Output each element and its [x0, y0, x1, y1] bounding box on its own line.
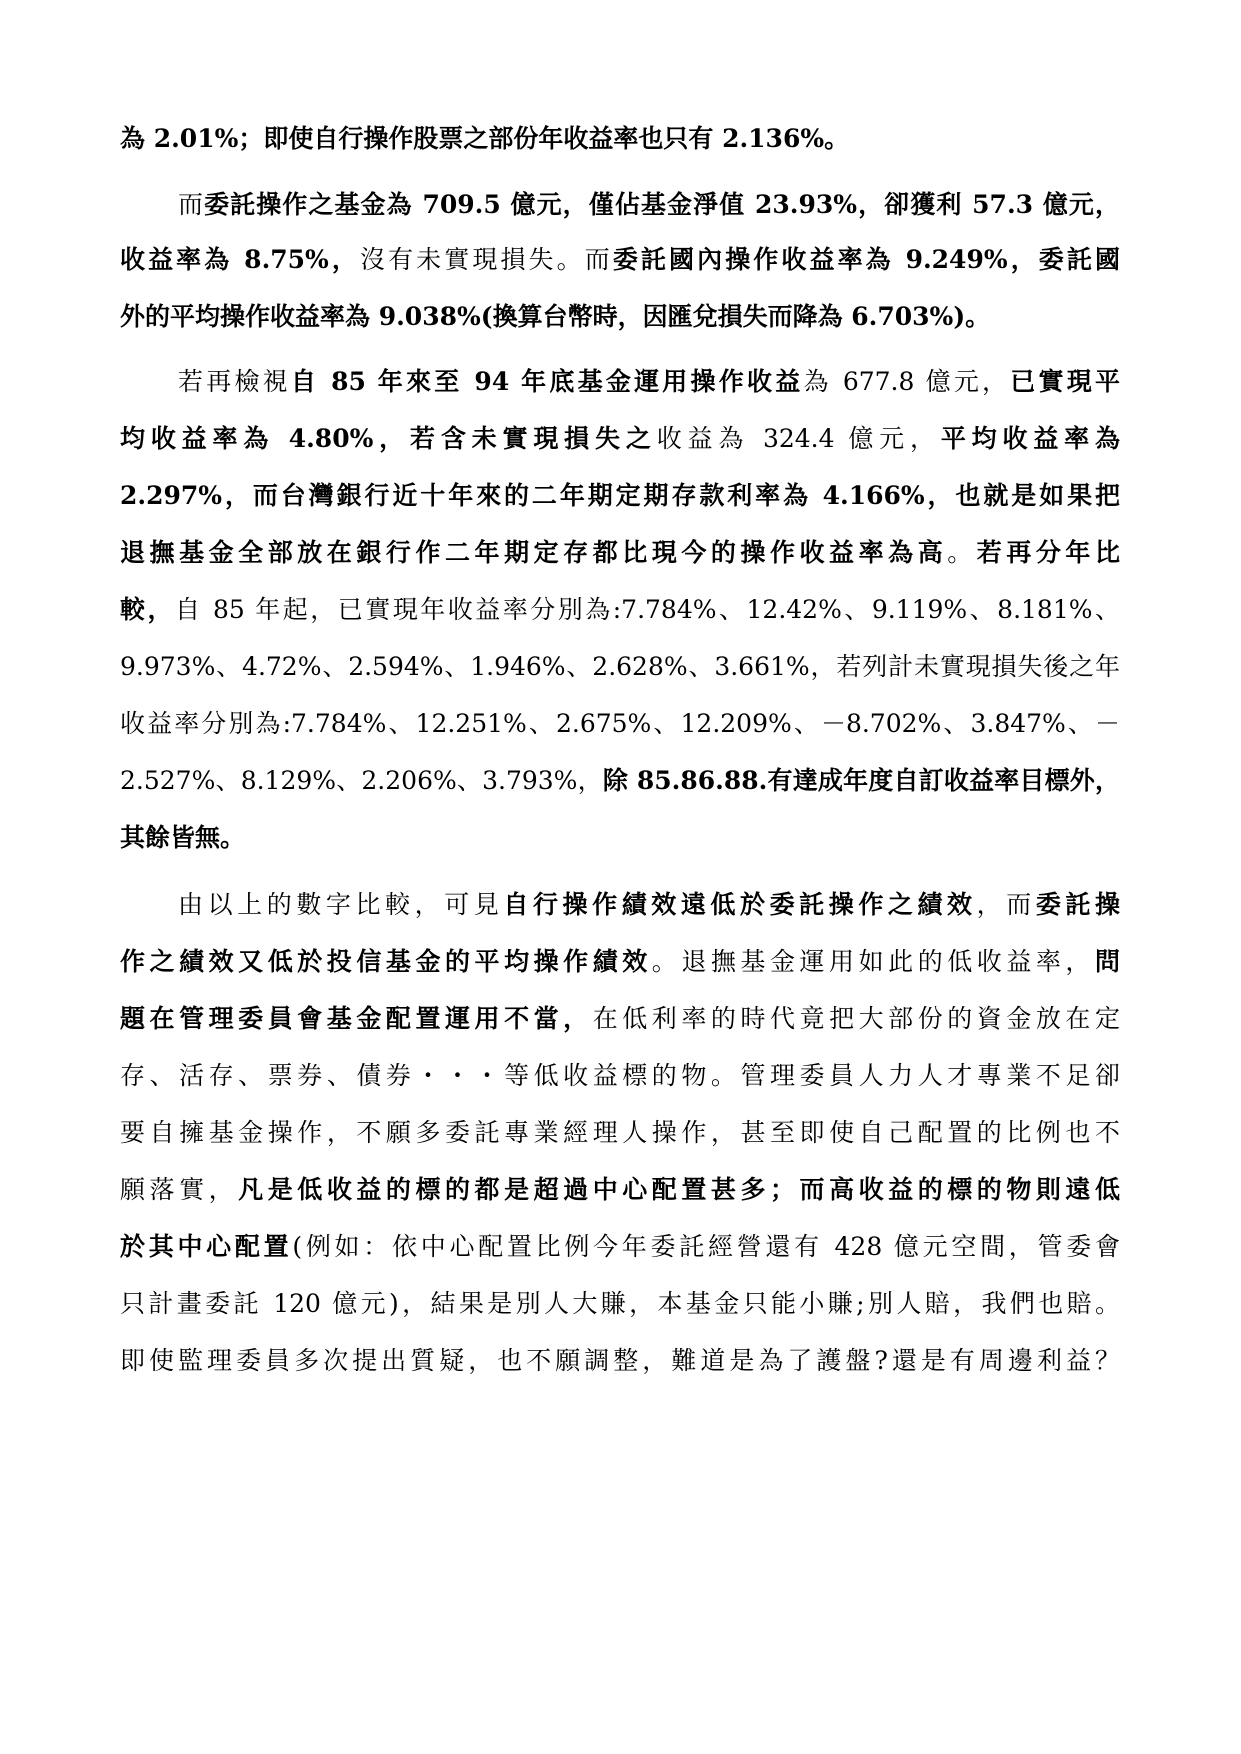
text-line [178, 188, 1120, 222]
bold-text-segment: 退撫基金全部放在銀行作二年期定存都比現今的操作收益率為高 [120, 538, 948, 567]
text-segment: 自 85 年起，已實現年收益率分別為:7.784%、12.42%、9.119%、8.181%、 [175, 595, 1120, 624]
text-line [120, 945, 1120, 979]
text-line [120, 764, 1120, 798]
text-line [120, 122, 1120, 156]
text-line [120, 1059, 1120, 1093]
bold-text-segment: 其餘皆無。 [120, 823, 246, 852]
text-segment: 由以上的數字比較，可見 [178, 890, 504, 919]
text-segment: 收益率分別為:7.784%、12.251%、2.675%、12.209%、－8.702%、3.847%、－ [120, 709, 1120, 738]
bold-text-segment: 作之績效又低於投信基金的平均操作績效 [120, 947, 652, 976]
text-line [120, 422, 1120, 456]
bold-text-segment: 自 85 年來至 94 年底基金運用操作收益 [290, 367, 804, 396]
bold-text-segment: 除 85.86.88.有達成年度自訂收益率目標外， [602, 766, 1120, 795]
text-segment: 只計畫委託 120 億元)，結果是別人大賺，本基金只能小賺;別人賠，我們也賠。 [120, 1289, 1120, 1318]
text-segment: (例如：依中心配置比例今年委託經營還有 428 億元空間，管委會 [292, 1232, 1120, 1261]
text-line [120, 1002, 1120, 1036]
text-line [120, 300, 1120, 334]
text-segment: 在低利率的時代竟把大部份的資金放在定 [592, 1004, 1120, 1033]
text-line [120, 593, 1120, 627]
text-line [120, 1344, 1120, 1378]
bold-text-segment: 自行操作績效遠低於委託操作之績效 [503, 890, 977, 919]
text-line [120, 707, 1120, 741]
bold-text-segment: 均收益率為 4.80%，若含未實現損失之 [120, 424, 657, 453]
text-segment: 為 677.8 億元， [803, 367, 1011, 396]
bold-text-segment: 委託操 [1035, 890, 1120, 919]
text-line [120, 1116, 1120, 1150]
text-line [178, 365, 1120, 399]
text-line [120, 243, 1120, 277]
bold-text-segment: 凡是低收益的標的都是超過中心配置甚多；而高收益的標的物則遠低 [238, 1175, 1120, 1204]
text-segment: 願落實， [120, 1175, 239, 1204]
bold-text-segment: 外的平均操作收益率為 9.038%(換算台幣時，因匯兌損失而降為 6.703%)。 [120, 302, 991, 331]
text-segment: ，而 [976, 890, 1036, 919]
bold-text-segment: 委託國內操作收益率為 9.249%，委託國 [612, 245, 1120, 274]
text-line [120, 536, 1120, 570]
text-segment: 收益為 324.4 億元， [656, 424, 941, 453]
text-line [120, 650, 1120, 684]
text-segment: 即使監理委員多次提出質疑，也不願調整，難道是為了護盤?還是有周邊利益？ [120, 1346, 1120, 1375]
bold-text-segment: 2.297%，而台灣銀行近十年來的二年期定期存款利率為 4.166%，也就是如果把 [120, 481, 1120, 510]
bold-text-segment: 收益率為 8.75%， [120, 245, 360, 274]
bold-text-segment: 委託操作之基金為 709.5 億元，僅佔基金淨值 23.93%，卻獲利 57.3 億元， [204, 190, 1120, 219]
bold-text-segment: 為 2.01%；即使 [120, 124, 314, 153]
text-segment: 要自擁基金操作，不願多委託專業經理人操作，甚至即使自己配置的比例也不 [120, 1118, 1120, 1147]
text-line [120, 821, 1120, 855]
bold-text-segment: 平均收益率為 [940, 424, 1120, 453]
text-line [178, 888, 1120, 922]
text-segment: 存、活存、票券、債券・・・等低收益標的物。管理委員人力人才專業不足卻 [120, 1061, 1120, 1090]
text-line [120, 1287, 1120, 1321]
text-line [120, 1230, 1120, 1264]
text-line [120, 479, 1120, 513]
bold-text-segment: 若再分年比 [976, 538, 1120, 567]
bold-text-segment: 於其中心配置 [120, 1232, 293, 1261]
text-segment: 若再檢視 [178, 367, 291, 396]
text-segment: 2.527%、8.129%、2.206%、3.793%， [120, 766, 603, 795]
bold-text-segment: 自行操作股票之部份年收益率也只有 2.136%。 [313, 124, 850, 153]
bold-text-segment: 題在管理委員會基金配置運用不當， [120, 1004, 593, 1033]
text-segment: 。 [947, 538, 977, 567]
text-segment: 9.973%、4.72%、2.594%、1.946%、2.628%、3.661%，若列計未實現損失後之年 [120, 652, 1120, 681]
text-segment: 沒有未實現損失。而 [360, 245, 613, 274]
bold-text-segment: 問 [1094, 947, 1120, 976]
text-line [120, 1173, 1120, 1207]
bold-text-segment: 較， [120, 595, 176, 624]
bold-text-segment: 已實現平 [1010, 367, 1120, 396]
text-segment: 。退撫基金運用如此的低收益率， [651, 947, 1095, 976]
text-segment: 而 [178, 190, 205, 219]
